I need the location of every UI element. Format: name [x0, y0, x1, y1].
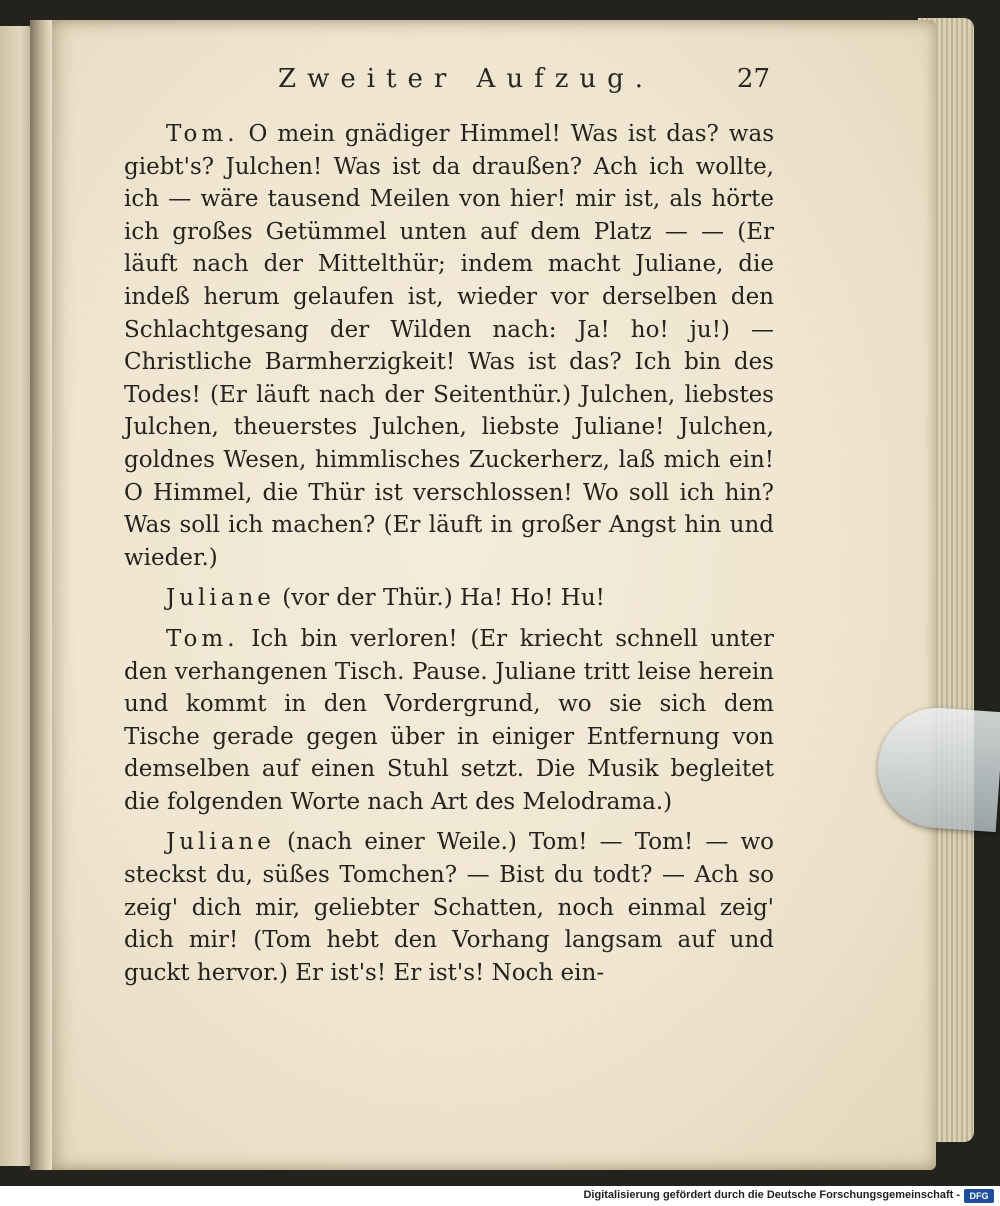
paragraph [124, 118, 774, 574]
footer-credit: Digitalisierung gefördert durch die Deutsche Forschungsgemeinschaft - [583, 1189, 960, 1201]
paragraph-text: O mein gnädiger Himmel! Was ist das? was giebt's? Julchen! Was ist da draußen? Ach ich wollte, ich — wäre tausend Meilen von hier! mir ist, als hörte ich großes Getümmel unten auf dem Platz — — (Er läuft nach der Mittelthür; indem macht Juliane, die indeß herum gelaufen ist, wieder vor derselben den Schlachtgesang der Wilden nach: Ja! ho! ju!) — Christliche Barmherzigkeit! Was ist das? Ich bin des Todes! (Er läuft nach der Seitenthür.) Julchen, liebstes Julchen, theuerstes Julchen, liebste Juliane! Julchen, goldnes Wesen, himmlisches Zuckerherz, laß mich ein! O Himmel, die Thür ist verschlossen! Wo soll ich hin? Was soll ich machen? (Er läuft in großer Angst hin und wieder.) [124, 121, 775, 571]
page-number: 27 [736, 64, 770, 94]
paragraph [124, 623, 774, 819]
paragraph-text: (nach einer Weile.) Tom! — Tom! — wo steckst du, süßes Tomchen? — Bist du todt? — Ach so zeig' dich mir, geliebter Schatten, noch einmal zeig' dich mir! (Tom hebt den Vorhang langsam auf und guckt hervor.) Er ist's! Er ist's! Noch ein- [124, 829, 774, 986]
page-header [278, 64, 778, 104]
speaker-name: Tom. [166, 121, 239, 147]
paragraph-text: (vor der Thür.) Ha! Ho! Hu! [282, 585, 605, 612]
speaker-name: Tom. [166, 625, 239, 652]
running-title: Zweiter Aufzug. [278, 64, 655, 94]
digitization-footer [0, 1186, 1000, 1206]
paragraph [124, 582, 774, 615]
book-gutter [30, 20, 52, 1170]
dfg-logo: DFG [964, 1189, 994, 1203]
previous-page-edge [0, 26, 34, 1166]
paragraph [124, 826, 774, 989]
paragraph-text: Ich bin verloren! (Er kriecht schnell unter den verhangenen Tisch. Pause. Juliane tritt leise herein und kommt in den Vordergrund, wo sie sich dem Tische gerade gegen über in einiger Entfernung von demselben auf einen Stuhl setzt. Die Musik begleitet die folgenden Worte nach Art des Melodrama.) [124, 625, 774, 815]
body-text [124, 118, 774, 989]
speaker-name: Juliane [166, 829, 275, 856]
speaker-name: Juliane [166, 585, 275, 612]
